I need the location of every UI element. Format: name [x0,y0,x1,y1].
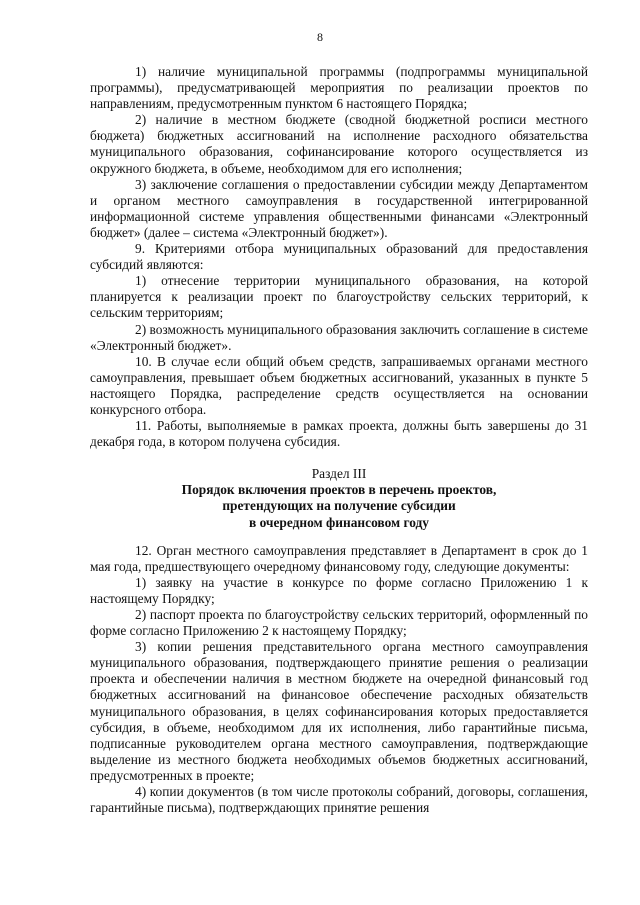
paragraph-item-9: 9. Критериями отбора муниципальных образований для предоставления субсидий являются: [90,241,588,273]
paragraph-condition-2: 2) наличие в местном бюджете (сводной бюджетной росписи местного бюджета) бюджетных ассигнований на исполнение расходного обязательства муниципального образования, софинансирование которого осуществляется из окружного бюджета, в объеме, необходимом для его исполнения; [90,112,588,176]
paragraph-condition-3: 3) заключение соглашения о предоставлении субсидии между Департаментом и органом местного самоуправления в государственной интегрированной информационной системе управления общественными финансами «Электронный бюджет» (далее – система «Электронный бюджет»). [90,176,588,240]
paragraph-document-4: 4) копии документов (в том числе протоколы собраний, договоры, соглашения, гарантийные письма), подтверждающих принятие решения [90,784,588,816]
section-title-line: претендующих на получение субсидии [222,498,456,514]
paragraph-criterion-1: 1) отнесение территории муниципального образования, на которой планируется к реализации проект по благоустройству сельских территорий, к сельским территориям; [90,273,588,321]
section-title-line: Порядок включения проектов в перечень проектов, [181,482,497,498]
section-heading [90,466,588,530]
section-label: Раздел III [311,466,367,482]
paragraph-document-3: 3) копии решения представительного органа местного самоуправления муниципального образования, подтверждающего принятие решения о реализации проекта и обеспечении наличия в местном бюджете на очередной финансовый год бюджетных ассигнований на финансовое обеспечение расходных обязательств муниципального образования, в целях софинансирования которых предоставляется субсидия, в объеме, необходимом для их исполнения, либо гарантийные письма, подписанные руководителем органа местного самоуправления, подтверждающие выделение из местного бюджета необходимых объемов бюджетных ассигнований, предусмотренных в проекте; [90,639,588,783]
paragraph-document-1: 1) заявку на участие в конкурсе по форме согласно Приложению 1 к настоящему Порядку; [90,574,588,606]
section-title-line: в очередном финансовом году [248,514,430,530]
paragraph-item-11: 11. Работы, выполняемые в рамках проекта, должны быть завершены до 31 декабря года, в котором получена субсидия. [90,418,588,450]
paragraph-condition-1: 1) наличие муниципальной программы (подпрограммы муниципальной программы), предусматривающей мероприятия по реализации проектов по направлениям, предусмотренным пунктом 6 настоящего Порядка; [90,64,588,112]
paragraph-item-10: 10. В случае если общий объем средств, запрашиваемых органами местного самоуправления, превышает объем бюджетных ассигнований, указанных в пункте 5 настоящего Порядка, распределение средств осуществляется на основании конкурсного отбора. [90,353,588,417]
page-number: 8 [317,30,323,44]
paragraph-criterion-2: 2) возможность муниципального образования заключить соглашение в системе «Электронный бюджет». [90,321,588,353]
paragraph-document-2: 2) паспорт проекта по благоустройству сельских территорий, оформленный по форме согласно Приложению 2 к настоящему Порядку; [90,607,588,639]
document-body [90,64,588,816]
section-spacer [90,531,588,543]
paragraph-item-12: 12. Орган местного самоуправления представляет в Департамент в срок до 1 мая года, предшествующего очередному финансовому году, следующие документы: [90,542,588,574]
